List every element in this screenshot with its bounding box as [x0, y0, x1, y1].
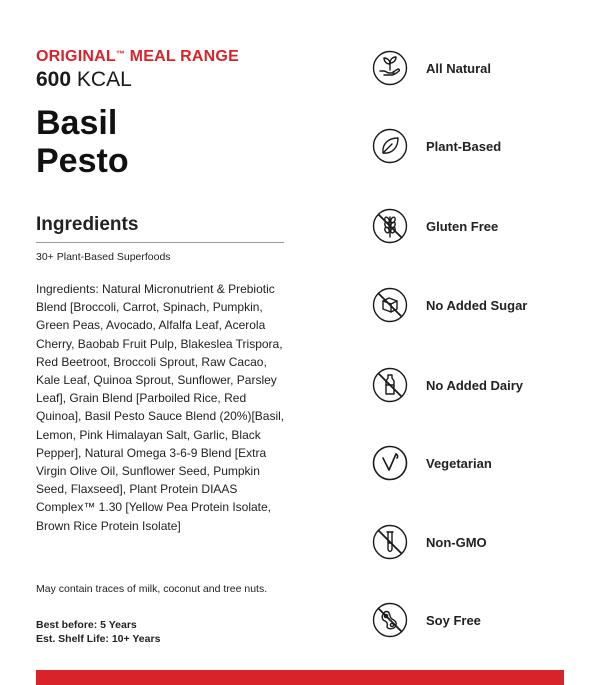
- ingredient-line: Pepper], Natural Omega 3-6-9 Blend [Extra: [36, 445, 267, 460]
- ingredient-line: Red Beetroot, Broccoli Sprout, Raw Cacao,: [36, 354, 267, 369]
- leaf-icon: [372, 128, 408, 164]
- ingredient-line: Kale Leaf, Quinoa Sprout, Sunflower, Parsley: [36, 373, 277, 388]
- claim-label: Vegetarian: [426, 455, 492, 471]
- ingredient-line: Brown Rice Protein Isolate]: [36, 518, 181, 533]
- ingredient-line: Cherry, Baobab Fruit Pulp, Blakeslea Trispora,: [36, 336, 283, 351]
- ingredient-line: Ingredients: Natural Micronutrient & Prebiotic: [36, 282, 275, 296]
- claim-no-added-dairy: [372, 365, 582, 405]
- claim-label: Gluten Free: [426, 218, 499, 234]
- superfoods-subheading: 30+ Plant-Based Superfoods: [36, 251, 171, 263]
- ingredient-line: Green Peas, Avocado, Alfalfa Leaf, Acerola: [36, 318, 266, 333]
- allergen-note: May contain traces of milk, coconut and tree nuts.: [36, 583, 268, 595]
- claim-label: Non-GMO: [426, 534, 487, 550]
- vegetarian-v-icon: [372, 445, 408, 481]
- calorie-count: 600 KCAL: [36, 68, 132, 91]
- ingredient-line: Blend [Broccoli, Carrot, Spinach, Pumpkin,: [36, 300, 263, 315]
- ingredient-line: Leaf], Grain Blend [Parboiled Rice, Red: [36, 391, 247, 406]
- claim-label: No Added Dairy: [426, 377, 524, 393]
- ingredients-list: [36, 280, 292, 535]
- ingredient-line: Seed, Flaxseed], Plant Protein DIAAS: [36, 482, 238, 497]
- no-test-tube-icon: [372, 524, 408, 560]
- product-title: Basil Pesto: [36, 104, 129, 180]
- ingredient-line: Virgin Olive Oil, Sunflower Seed, Pumpkin: [36, 464, 260, 479]
- claim-no-added-sugar: [372, 285, 582, 325]
- ingredient-line: Quinoa], Basil Pesto Sauce Blend (20%)[Basil,: [36, 409, 285, 424]
- claim-non-gmo: [372, 522, 582, 562]
- hand-leaf-icon: [372, 50, 408, 86]
- shelf-life: Est. Shelf Life: 10+ Years: [36, 633, 161, 645]
- meal-range-label: ORIGINAL™ MEAL RANGE: [36, 48, 239, 65]
- best-before: Best before: 5 Years: [36, 619, 137, 631]
- footer-accent-bar: [36, 670, 564, 685]
- claim-label: No Added Sugar: [426, 297, 528, 313]
- no-wheat-icon: [372, 208, 408, 244]
- claim-vegetarian: [372, 443, 582, 483]
- shelf-info: [36, 618, 160, 646]
- no-sugar-cube-icon: [372, 287, 408, 323]
- ingredient-line: Lemon, Pink Himalayan Salt, Garlic, Black: [36, 427, 261, 442]
- claim-label: Plant-Based: [426, 138, 502, 154]
- no-soy-icon: [372, 602, 408, 638]
- claim-label: Soy Free: [426, 612, 481, 628]
- claim-all-natural: [372, 48, 582, 88]
- no-milk-bottle-icon: [372, 367, 408, 403]
- claim-label: All Natural: [426, 60, 492, 76]
- ingredients-divider: [36, 242, 284, 243]
- claim-soy-free: [372, 600, 582, 640]
- ingredient-line: Complex™ 1.30 [Yellow Pea Protein Isolate,: [36, 500, 272, 515]
- claim-gluten-free: [372, 206, 582, 246]
- claim-plant-based: [372, 126, 582, 166]
- ingredients-heading: Ingredients: [36, 214, 139, 235]
